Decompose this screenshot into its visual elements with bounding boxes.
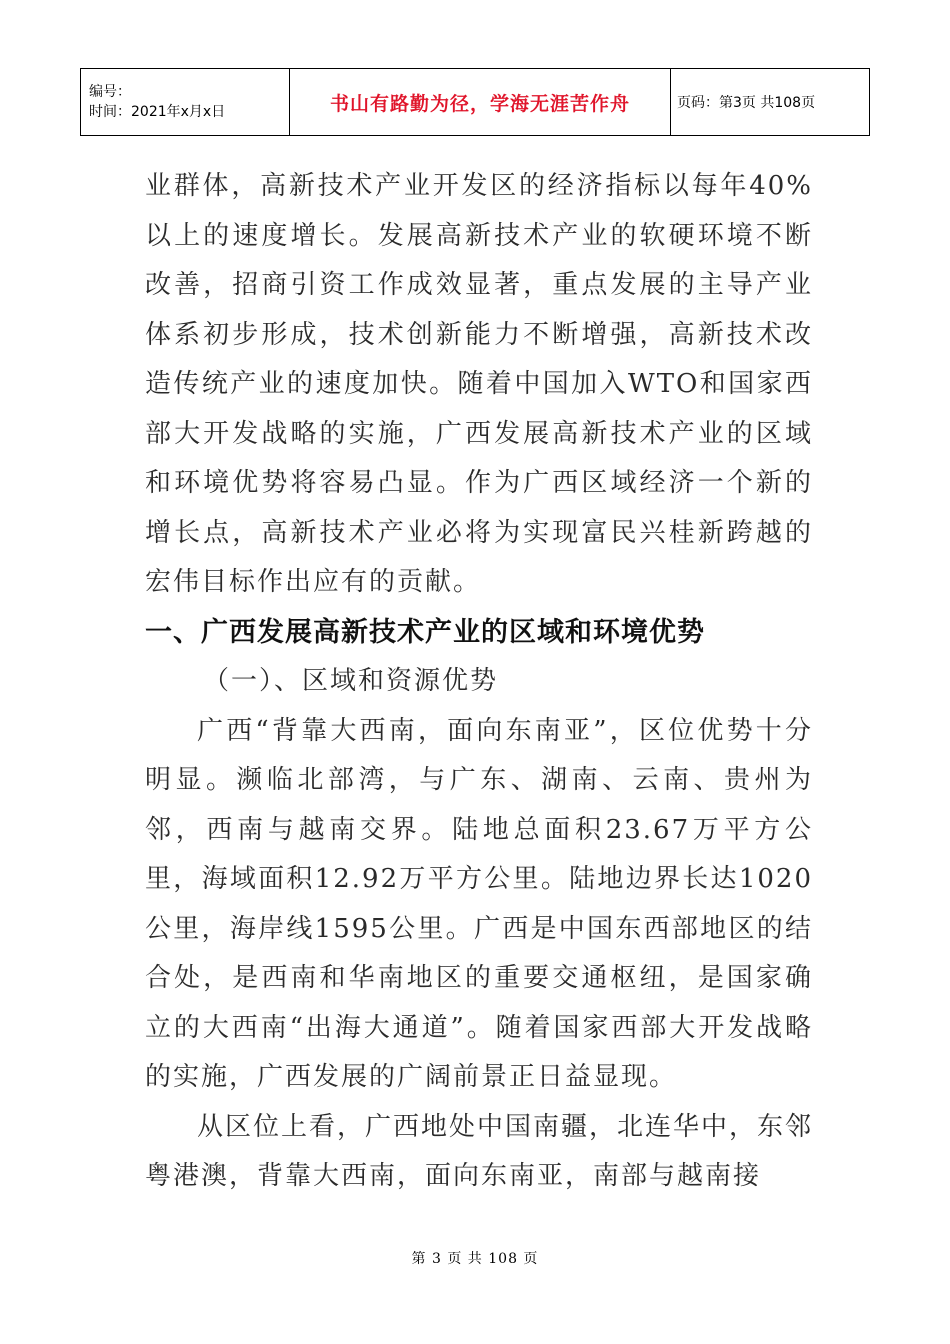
header-motto: 书山有路勤为径，学海无涯苦作舟 bbox=[290, 69, 671, 136]
header-page-info: 页码：第3页 共108页 bbox=[671, 69, 870, 136]
header-left-cell bbox=[81, 69, 290, 136]
page-footer: 第 3 页 共 108 页 bbox=[411, 1251, 539, 1267]
document-number-label: 编号： bbox=[89, 84, 131, 100]
paragraph-3: 从区位上看，广西地处中国南疆，北连华中，东邻粤港澳，背靠大西南，面向东南亚，南部与越南接 bbox=[145, 1111, 814, 1191]
section-heading: 一、广西发展高新技术产业的区域和环境优势 bbox=[145, 616, 705, 648]
paragraph-1: 业群体，高新技术产业开发区的经济指标以每年40%以上的速度增长。发展高新技术产业的软硬环境不断改善，招商引资工作成效显著，重点发展的主导产业体系初步形成，技术创新能力不断增强，高新技术改造传统产业的速度加快。随着中国加入WTO和国家西部大开发战略的实施，广西发展高新技术产业的区域和环境优势将容易凸显。作为广西区域经济一个新的增长点，高新技术产业必将为实现富民兴桂新跨越的宏伟目标作出应有的贡献。 bbox=[145, 171, 813, 597]
subsection-heading: （一）、区域和资源优势 bbox=[203, 666, 499, 696]
document-time-label: 时间：2021年x月x日 bbox=[89, 104, 226, 120]
document-body bbox=[145, 162, 813, 1202]
document-header bbox=[80, 68, 870, 136]
paragraph-2: 广西“背靠大西南，面向东南亚”，区位优势十分明显。濒临北部湾，与广东、湖南、云南、贵州为邻，西南与越南交界。陆地总面积23.67万平方公里，海域面积12.92万平方公里。陆地边界长达1020公里，海岸线1595公里。广西是中国东西部地区的结合处，是西南和华南地区的重要交通枢纽，是国家确立的大西南“出海大通道”。随着国家西部大开发战略的实施，广西发展的广阔前景正日益显现。 bbox=[145, 715, 813, 1092]
